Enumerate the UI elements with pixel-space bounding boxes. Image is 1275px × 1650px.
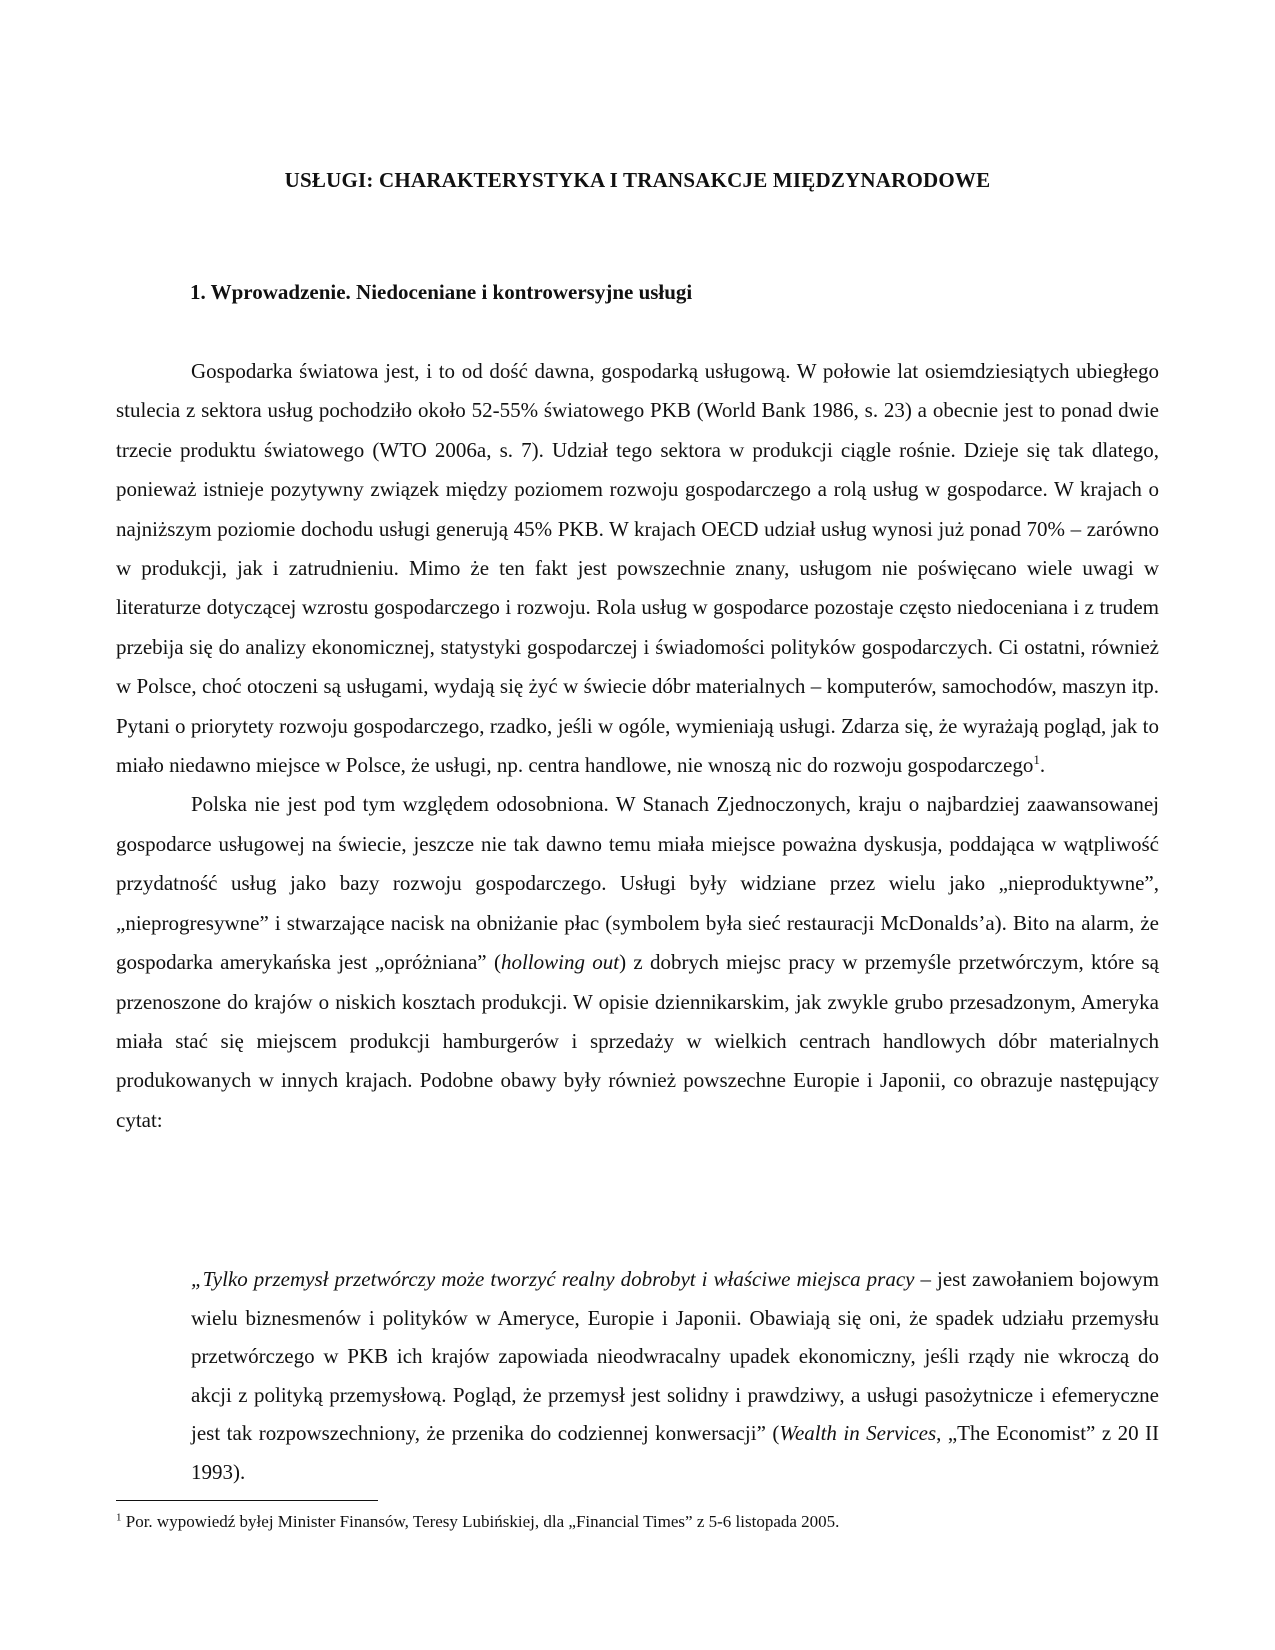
footnote-number: 1 [116, 1511, 122, 1524]
footnote [116, 1510, 1159, 1534]
quote-italic-opening: „Tylko przemysł przetwórczy może tworzyć realny dobrobyt i właściwe miejsca pracy [191, 1267, 915, 1291]
footnote-separator [116, 1500, 378, 1501]
section-heading: 1. Wprowadzenie. Niedoceniane i kontrowersyjne usługi [190, 280, 693, 304]
paragraph-2 [116, 785, 1159, 1140]
quote-text: – jest zawołaniem bojowym wielu biznesmenów i polityków w Ameryce, Europie i Japonii. Obawiają się oni, że spadek udziału przemysłu przetwórczego w PKB ich krajów zapowiada nieodwracalny upadek ekonomiczny, jeśli rządy nie wkroczą do akcji z polityką przemysłową. Pogląd, że przemysł jest solidny i prawdziwy, a usługi pasożytnicze i efemeryczne jest tak rozpowszechniony, że przenika do codziennej konwersacji” ( [191, 1267, 1159, 1446]
block-quote [191, 1260, 1159, 1492]
body-text [116, 352, 1159, 1140]
paragraph-1-end: . [1039, 753, 1046, 778]
paragraph-2-text-b: ) z dobrych miejsc pracy w przemyśle przetwórczym, które są przenoszone do krajów o niskich kosztach produkcji. W opisie dziennikarskim, jak zwykle grubo przesadzonym, Ameryka miała stać się miejscem produkcji hamburgerów i sprzedaży w wielkich centrach handlowych dóbr materialnych produkowanych w innych krajach. Podobne obawy były również powszechne Europie i Japonii, co obrazuje następujący cytat: [116, 950, 1159, 1132]
document-title: USŁUGI: CHARAKTERYSTYKA I TRANSAKCJE MIĘDZYNARODOWE [284, 168, 991, 192]
quote-source-title: Wealth in Services [779, 1421, 937, 1446]
paragraph-2-text-a: Polska nie jest pod tym względem odosobniona. W Stanach Zjednoczonych, kraju o najbardziej zaawansowanej gospodarce usługowej na świecie, jeszcze nie tak dawno temu miała miejsce poważna dyskusja, poddająca w wątpliwość przydatność usług jako bazy rozwoju gospodarczego. Usługi były widziane przez wielu jako „nieproduktywne”, „nieprogresywne” i stwarzające nacisk na obniżanie płac (symbolem była sieć restauracji McDonalds’a). Bito na alarm, że gospodarka amerykańska jest „opróżniana” ( [116, 792, 1159, 975]
paragraph-1 [116, 352, 1159, 785]
paragraph-2-italic-term: hollowing out [500, 950, 620, 975]
footnote-text: Por. wypowiedź byłej Minister Finansów, Teresy Lubińskiej, dla „Financial Times” z 5-6 listopada 2005. [121, 1512, 840, 1531]
paragraph-1-text: Gospodarka światowa jest, i to od dość dawna, gospodarką usługową. W połowie lat osiemdziesiątych ubiegłego stulecia z sektora usług pochodziło około 52-55% światowego PKB (World Bank 1986, s. 23) a obecnie jest to ponad dwie trzecie produktu światowego (WTO 2006a, s. 7). Udział tego sektora w produkcji ciągle rośnie. Dzieje się tak dlatego, ponieważ istnieje pozytywny związek między poziomem rozwoju gospodarczego a rolą usług w gospodarce. W krajach o najniższym poziomie dochodu usługi generują 45% PKB. W krajach OECD udział usług wynosi już ponad 70% – zarówno w produkcji, jak i zatrudnieniu. Mimo że ten fakt jest powszechnie znany, usługom nie poświęcano wiele uwagi w literaturze dotyczącej wzrostu gospodarczego i rozwoju. Rola usług w gospodarce pozostaje często niedoceniana i z trudem przebija się do analizy ekonomicznej, statystyki gospodarczej i świadomości polityków gospodarczych. Ci ostatni, również w Polsce, choć otoczeni są usługami, wydają się żyć w świecie dóbr materialnych – komputerów, samochodów, maszyn itp. Pytani o priorytety rozwoju gospodarczego, rzadko, jeśli w ogóle, wymieniają usługi. Zdarza się, że wyrażają pogląd, jak to miało niedawno miejsce w Polsce, że usługi, np. centra handlowe, nie wnoszą nic do rozwoju gospodarczego [116, 359, 1159, 778]
footnote-reference[interactable]: 1 [1033, 752, 1040, 768]
quote-source-rest: , „The Economist” z 20 II 1993). [191, 1421, 1160, 1484]
